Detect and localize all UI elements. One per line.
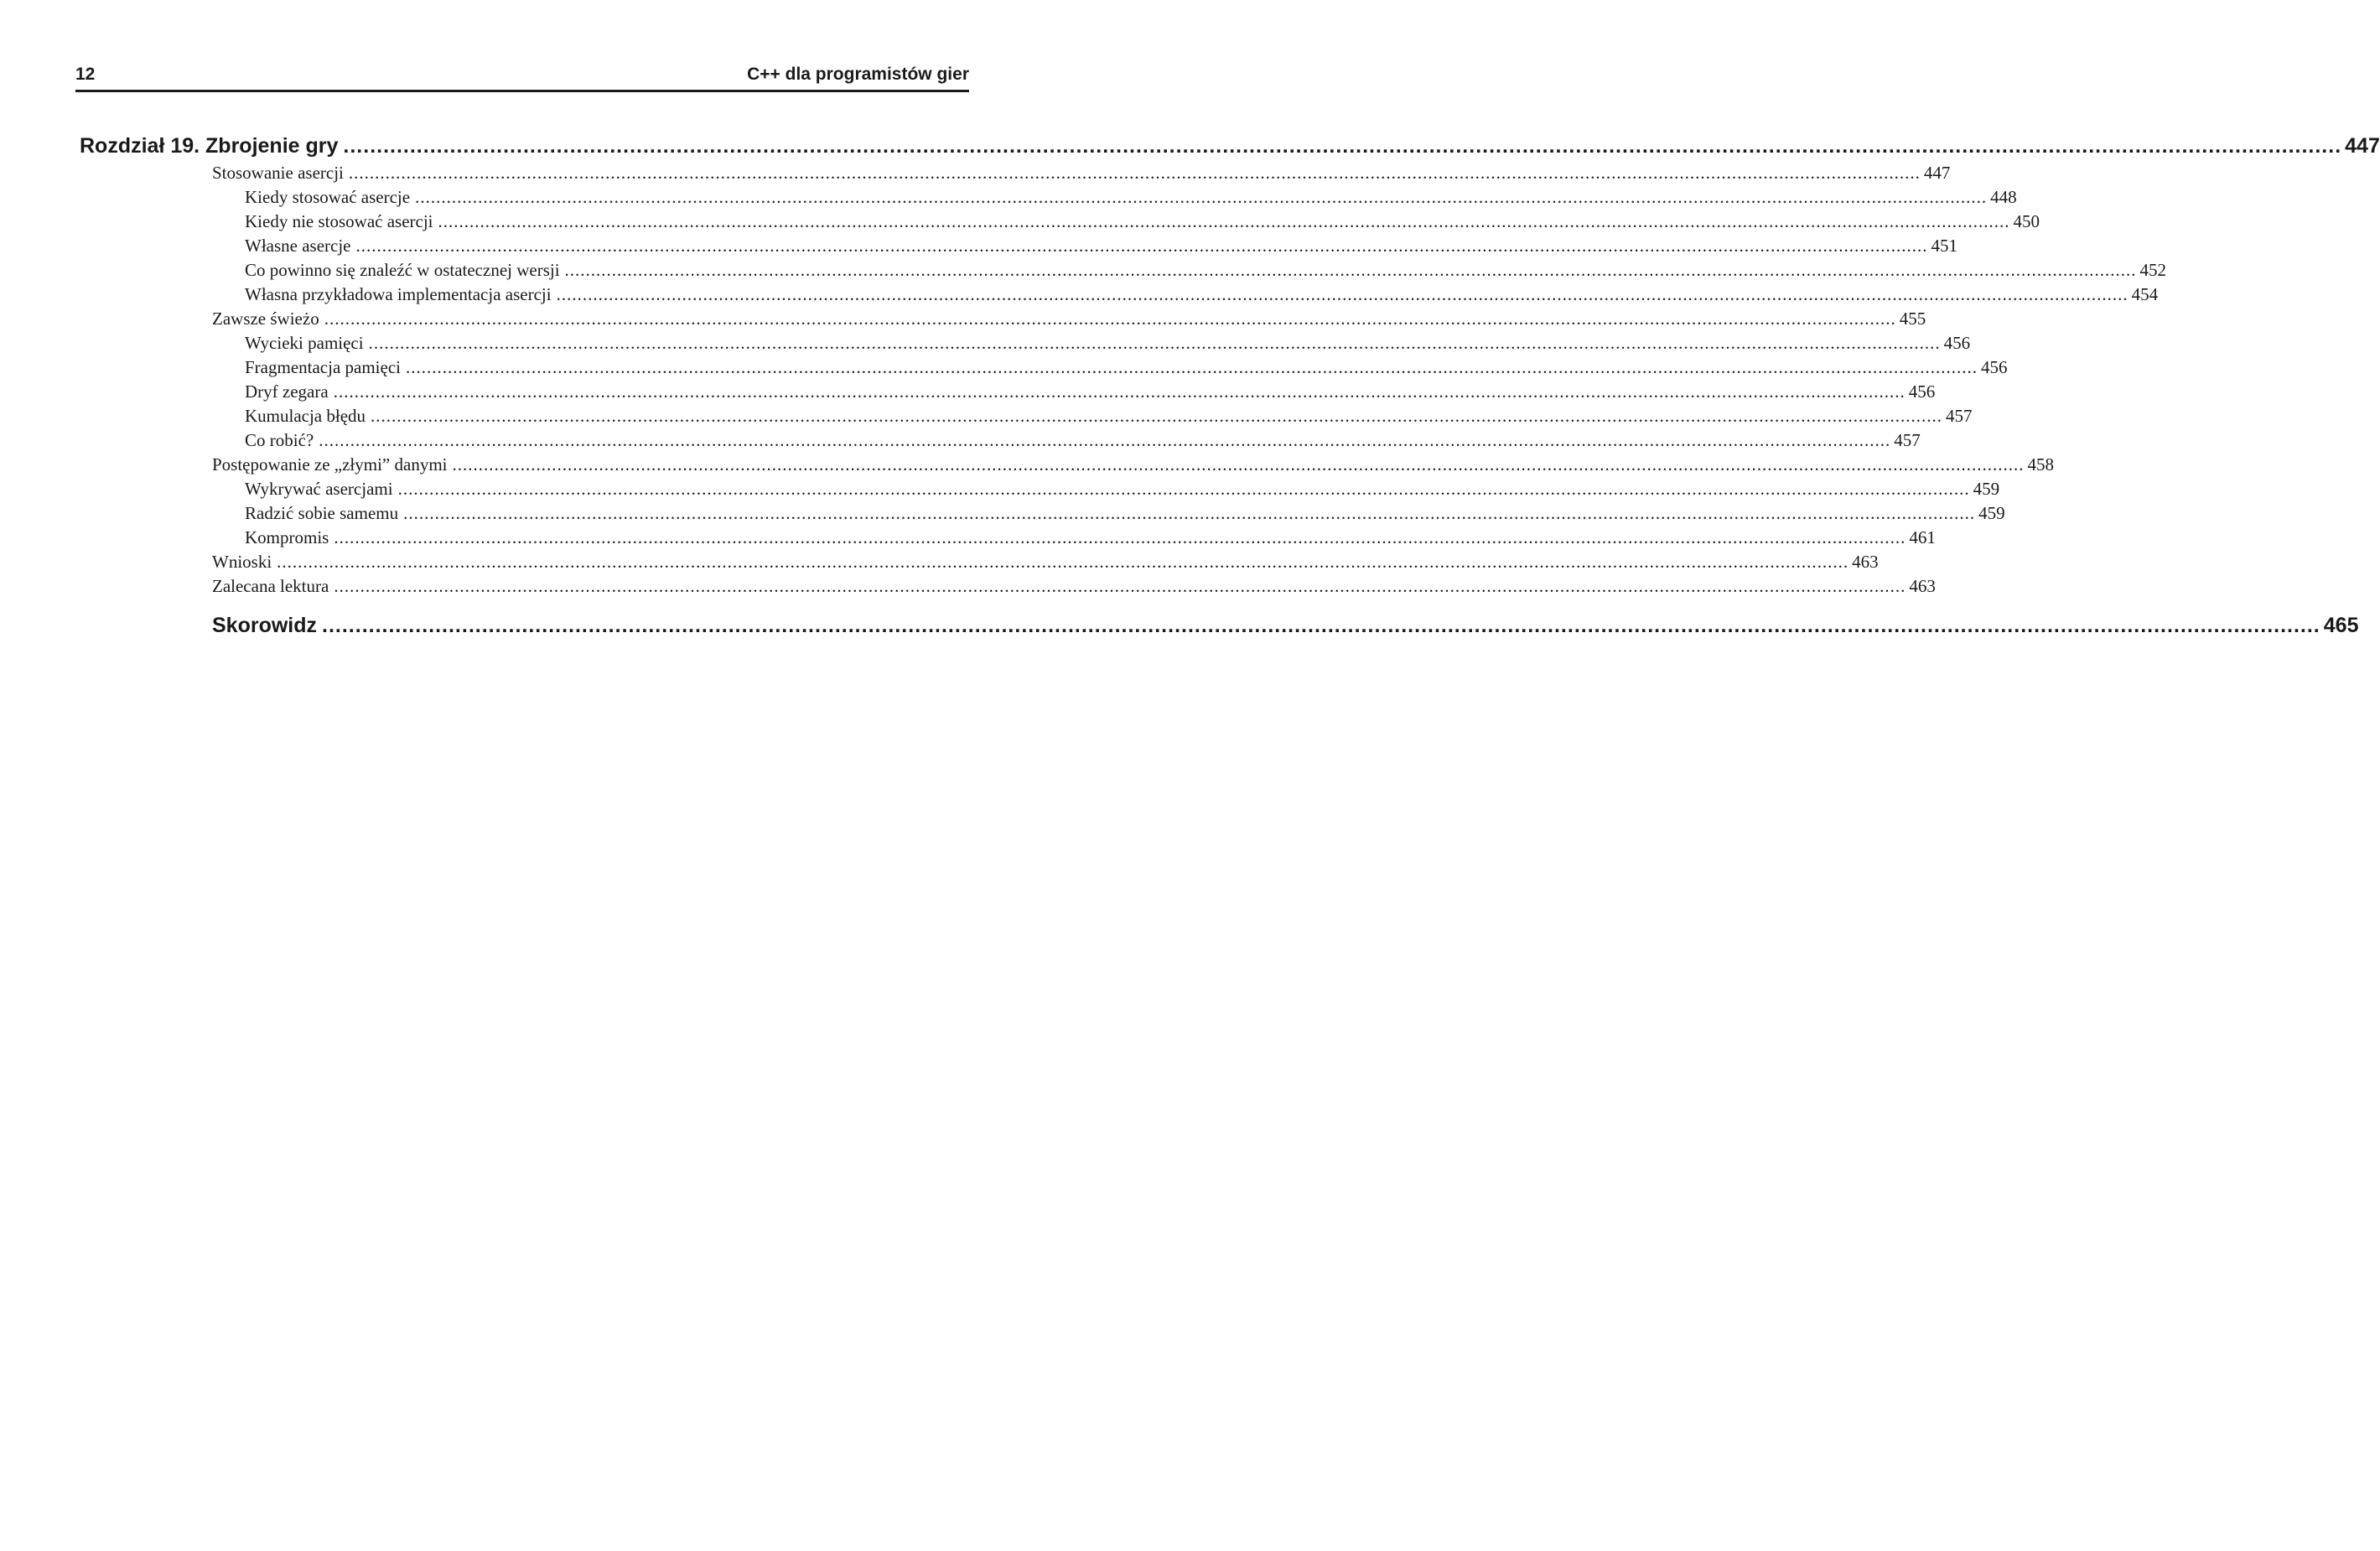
dot-leader: ............................................................................................................................................................................................................................................................................................................: [334, 576, 1906, 596]
entry-title: Postępowanie ze „złymi” danymi: [212, 454, 448, 475]
toc-entry-zawsze-swiezo: [80, 307, 1926, 331]
dot-leader: ............................................................................................................................................................................................................................................................................................................: [368, 333, 1941, 353]
index-title: Skorowidz: [212, 614, 318, 637]
entry-page: 459: [1973, 479, 2000, 499]
dot-leader: ............................................................................................................................................................................................................................................................................................................: [406, 357, 1978, 377]
entry-title: Własna przykładowa implementacja asercji: [245, 284, 552, 304]
entry-page: 463: [1909, 576, 1936, 596]
toc-entry-kiedy-nie-stosowac-asercji: [80, 210, 2040, 234]
dot-leader: ............................................................................................................................................................................................................................................................................................................: [371, 406, 1943, 426]
entry-title: Radzić sobie samemu: [245, 503, 399, 523]
dot-leader: ............................................................................................................................................................................................................................................................................................................: [324, 309, 1896, 329]
toc-entry-wlasne-asercje: [80, 234, 1958, 258]
table-of-contents: [80, 131, 2380, 641]
entry-page: 447: [1923, 163, 1951, 183]
entry-title: Zawsze świeżo: [212, 309, 319, 329]
dot-leader: ............................................................................................................................................................................................................................................................................................................: [403, 503, 1976, 523]
entry-page: 457: [1894, 430, 1921, 450]
entry-title: Wykrywać asercjami: [245, 479, 393, 499]
entry-page: 456: [1908, 381, 1936, 402]
toc-entry-stosowanie-asercji: [80, 161, 1951, 185]
entry-page: 455: [1899, 309, 1926, 329]
toc-entry-wykrywac-asercjami: [80, 477, 2000, 501]
entry-title: Kiedy stosować asercje: [245, 187, 411, 207]
toc-entry-zalecana-lektura: [80, 574, 1936, 599]
entry-title: Co robić?: [245, 430, 314, 450]
dot-leader: ............................................................................................................................................................................................................................................................................................................: [319, 430, 1891, 450]
toc-entry-kompromis: [80, 526, 1936, 550]
entry-page: 451: [1931, 236, 1958, 256]
entry-title: Wnioski: [212, 552, 272, 572]
entry-title: Kumulacja błędu: [245, 406, 366, 426]
entry-page: 456: [1943, 333, 1971, 353]
page-number: 12: [75, 65, 96, 84]
toc-entry-wnioski: [80, 550, 1879, 574]
entry-page: 461: [1909, 527, 1936, 547]
toc-entry-co-robic: [80, 428, 1921, 453]
entry-page: 456: [1981, 357, 2008, 377]
chapter-entry: [80, 131, 2380, 161]
chapter-title: Rozdział 19. Zbrojenie gry: [80, 134, 339, 158]
toc-entry-co-powinno-sie-znalezc: [80, 258, 2167, 283]
entry-title: Kiedy nie stosować asercji: [245, 211, 433, 231]
dot-leader: ............................................................................................................................................................................................................................................................................................................: [397, 479, 1970, 499]
entry-page: 458: [2027, 454, 2054, 475]
entry-page: 448: [1990, 187, 2017, 207]
entry-title: Stosowanie asercji: [212, 163, 344, 183]
entry-page: 454: [2131, 284, 2159, 304]
toc-entry-radzic-sobie-samemu: [80, 501, 2005, 526]
dot-leader: ............................................................................................................................................................................................................................................................................................................: [334, 527, 1906, 547]
toc-entry-kiedy-stosowac-asercje: [80, 185, 2017, 210]
entry-page: 450: [2013, 211, 2040, 231]
dot-leader: ............................................................................................................................................................................................................................................................................................................: [322, 614, 2320, 637]
toc-entry-dryf-zegara: [80, 380, 1936, 404]
entry-page: 463: [1852, 552, 1879, 572]
entry-title: Zalecana lektura: [212, 576, 329, 596]
entry-title: Fragmentacja pamięci: [245, 357, 401, 377]
dot-leader: ............................................................................................................................................................................................................................................................................................................: [277, 552, 1849, 572]
dot-leader: ............................................................................................................................................................................................................................................................................................................: [438, 211, 2010, 231]
entry-page: 459: [1978, 503, 2005, 523]
dot-leader: ............................................................................................................................................................................................................................................................................................................: [452, 454, 2025, 475]
toc-entry-wycieki-pamieci: [80, 331, 1971, 355]
entry-title: Własne asercje: [245, 236, 351, 256]
dot-leader: ............................................................................................................................................................................................................................................................................................................: [556, 284, 2129, 304]
entry-title: Co powinno się znaleźć w ostatecznej wersji: [245, 260, 560, 280]
toc-entry-postepowanie-ze-zlymi-danymi: [80, 453, 2054, 477]
dot-leader: ............................................................................................................................................................................................................................................................................................................: [348, 163, 1921, 183]
entry-page: 452: [2139, 260, 2167, 280]
toc-entry-fragmentacja-pamieci: [80, 355, 2008, 380]
index-page: 465: [2323, 614, 2359, 637]
entry-title: Wycieki pamięci: [245, 333, 364, 353]
dot-leader: ............................................................................................................................................................................................................................................................................................................: [564, 260, 2137, 280]
entry-title: Kompromis: [245, 527, 329, 547]
entry-page: 457: [1946, 406, 1973, 426]
page-header: [75, 59, 969, 92]
dot-leader: ............................................................................................................................................................................................................................................................................................................: [333, 381, 1906, 402]
dot-leader: ............................................................................................................................................................................................................................................................................................................: [355, 236, 1928, 256]
dot-leader: ............................................................................................................................................................................................................................................................................................................: [415, 187, 1988, 207]
toc-entry-wlasna-przykladowa-implementacja: [80, 283, 2159, 307]
dot-leader: ............................................................................................................................................................................................................................................................................................................: [343, 134, 2342, 158]
chapter-page: 447: [2345, 134, 2380, 158]
index-entry: [80, 610, 2359, 641]
toc-entry-kumulacja-bledu: [80, 404, 1973, 428]
entry-title: Dryf zegara: [245, 381, 329, 402]
book-title: C++ dla programistów gier: [747, 65, 969, 84]
